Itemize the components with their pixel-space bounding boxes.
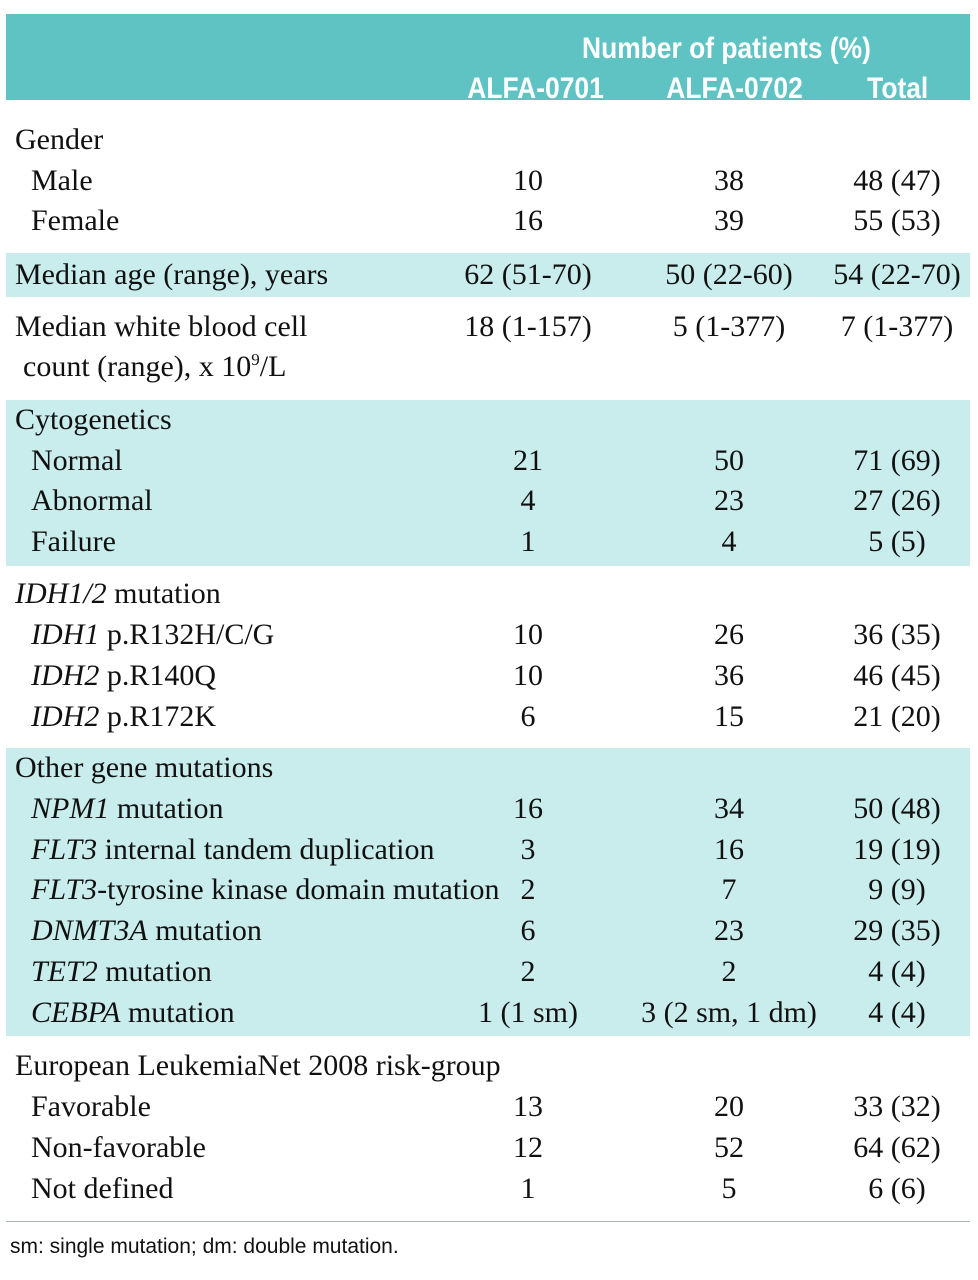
title-rest: mutation [106,577,221,610]
mutation-type: internal tandem duplication [97,833,435,866]
idh-section [6,573,970,741]
cell-total: 9 (9) [868,873,926,906]
mutation-type: -tyrosine kinase domain mutation [97,873,500,906]
cell-alfa-0701: 16 [513,792,543,825]
eln-section [6,1043,970,1215]
cell-alfa-0701: 4 [520,484,536,517]
section-title-row [6,400,970,440]
row-label [31,911,262,951]
table-row [6,1169,970,1209]
table-row [6,830,970,870]
cell-alfa-0702: 50 [714,444,744,477]
cell-alfa-0702: 36 [714,659,744,692]
row-label [31,789,223,829]
cell-alfa-0702: 5 [721,1172,737,1205]
table-row [6,993,970,1033]
cell-alfa-0702: 23 [714,914,744,947]
cell-alfa-0702: 50 (22-60) [665,258,793,291]
gene-name: IDH2 [31,700,100,733]
eln-title: European LeukemiaNet 2008 risk-group [15,1049,501,1082]
cell-alfa-0702: 26 [714,618,744,651]
cell-alfa-0701: 12 [513,1131,543,1164]
cell-alfa-0701: 6 [520,914,536,947]
table-row [6,255,970,295]
row-label [31,830,435,870]
cell-alfa-0701: 1 [520,1172,536,1205]
table-row [6,697,970,737]
idh-title [15,574,221,614]
gene-name: TET2 [31,955,98,988]
gene-name: CEBPA [31,996,121,1029]
table-row [6,307,970,347]
cell-alfa-0702: 38 [714,164,744,197]
cell-total: 33 (32) [853,1090,941,1123]
cell-alfa-0701: 21 [513,444,543,477]
table-row [6,481,970,521]
section-title-row [6,748,970,788]
cell-alfa-0701: 18 (1-157) [464,310,592,343]
cell-alfa-0701: 6 [520,700,536,733]
mutation-type: mutation [120,996,235,1029]
gender-section [6,118,970,244]
section-title-row [6,1046,970,1086]
cytogenetics-title: Cytogenetics [15,403,172,436]
cell-alfa-0701: 10 [513,618,543,651]
row-label [31,615,274,655]
cell-alfa-0702: 16 [714,833,744,866]
table-row [6,952,970,992]
cell-alfa-0701: 62 (51-70) [464,258,592,291]
table-bottom-rule [6,1221,970,1222]
cell-total: 54 (22-70) [833,258,961,291]
gene-name: IDH2 [31,659,100,692]
cell-alfa-0702: 3 (2 sm, 1 dm) [641,996,817,1029]
cell-alfa-0702: 2 [721,955,737,988]
cell-total: 29 (35) [853,914,941,947]
gene-name: NPM1 [31,792,110,825]
table-row [6,615,970,655]
other-mutations-section [6,748,970,1036]
table-row [6,911,970,951]
cell-alfa-0702: 52 [714,1131,744,1164]
cell-alfa-0702: 23 [714,484,744,517]
age-section [6,253,970,297]
wbc-section [6,305,970,391]
row-label: Non-favorable [31,1131,206,1164]
gender-title: Gender [15,123,104,156]
row-label: Abnormal [31,484,153,517]
table-row [6,201,970,241]
row-label [31,656,216,696]
row-label: Female [31,204,120,237]
cell-alfa-0702: 7 [721,873,737,906]
wbc-unit-prefix: count (range), x 10 [23,350,252,383]
cell-alfa-0701: 16 [513,204,543,237]
cell-total: 64 (62) [853,1131,941,1164]
cell-alfa-0702: 34 [714,792,744,825]
table-row [6,522,970,562]
cell-total: 48 (47) [853,164,941,197]
cell-alfa-0701: 2 [520,955,536,988]
wbc-unit-suffix: /L [259,350,287,383]
table-row [6,1087,970,1127]
variant: p.R172K [99,700,217,733]
gene-name: IDH1/2 [15,577,107,610]
cell-alfa-0701: 2 [520,873,536,906]
cell-alfa-0701: 10 [513,659,543,692]
variant: p.R132H/C/G [99,618,275,651]
row-label: Median white blood cell [15,310,308,343]
table-row [6,656,970,696]
cell-total: 4 (4) [868,996,926,1029]
row-label [31,952,212,992]
cell-total: 21 (20) [853,700,941,733]
row-label: Favorable [31,1090,151,1123]
row-label [31,697,216,737]
cell-alfa-0701: 10 [513,164,543,197]
section-title-row [6,574,970,614]
cell-total: 4 (4) [868,955,926,988]
cell-alfa-0702: 20 [714,1090,744,1123]
variant: p.R140Q [99,659,217,692]
mutation-type: mutation [97,955,212,988]
cell-total: 6 (6) [868,1172,926,1205]
column-header-total: Total [867,72,929,105]
cell-alfa-0701: 3 [520,833,536,866]
cell-total: 50 (48) [853,792,941,825]
table-row [6,789,970,829]
cell-total: 71 (69) [853,444,941,477]
column-header-alfa-0701: ALFA-0701 [467,72,604,105]
cell-total: 46 (45) [853,659,941,692]
row-label: Not defined [31,1172,174,1205]
cell-total: 55 (53) [853,204,941,237]
row-label: Normal [31,444,123,477]
table-footnote: sm: single mutation; dm: double mutation. [10,1235,399,1258]
cell-alfa-0702: 5 (1-377) [672,310,786,343]
row-label: Median age (range), years [15,258,329,291]
table-row [6,870,970,910]
cell-alfa-0702: 15 [714,700,744,733]
cell-total: 19 (19) [853,833,941,866]
group-header: Number of patients (%) [582,32,871,65]
row-label [31,993,235,1033]
mutation-type: mutation [147,914,262,947]
cell-alfa-0701: 1 [520,525,536,558]
cell-alfa-0701: 1 (1 sm) [478,996,578,1029]
cell-alfa-0702: 4 [721,525,737,558]
section-title-row [6,120,970,160]
cell-total: 27 (26) [853,484,941,517]
cell-alfa-0702: 39 [714,204,744,237]
row-label: Failure [31,525,116,558]
cell-alfa-0701: 13 [513,1090,543,1123]
table-row [6,441,970,481]
cell-total: 5 (5) [868,525,926,558]
table-header [6,14,970,105]
other-mutations-title: Other gene mutations [15,751,274,784]
row-label: Male [31,164,93,197]
cell-total: 7 (1-377) [840,310,954,343]
cell-total: 36 (35) [853,618,941,651]
table-row [6,161,970,201]
wbc-unit-exponent: 9 [251,350,260,369]
mutation-type: mutation [109,792,224,825]
gene-name: DNMT3A [31,914,148,947]
gene-name: FLT3 [31,873,98,906]
row-label [31,870,500,910]
row-label-line2 [23,347,286,387]
column-header-alfa-0702: ALFA-0702 [666,72,803,105]
table-row [6,1128,970,1168]
gene-name: FLT3 [31,833,98,866]
row-label-continuation [6,347,970,387]
gene-name: IDH1 [31,618,100,651]
cytogenetics-section [6,400,970,566]
